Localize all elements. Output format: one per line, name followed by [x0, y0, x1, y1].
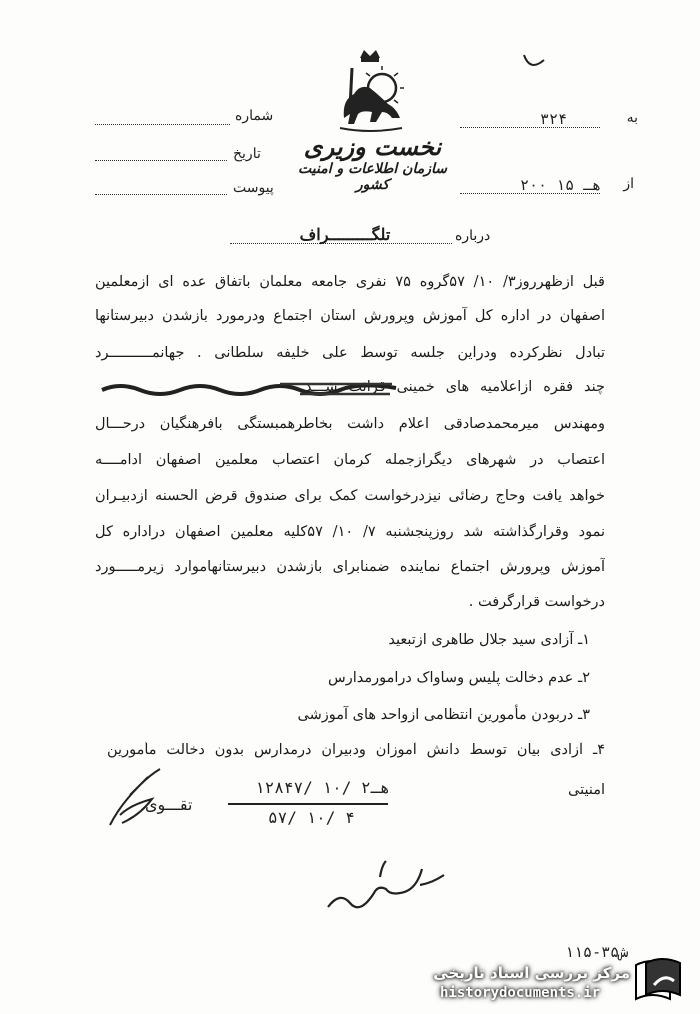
handwritten-initial-icon: [320, 855, 450, 915]
list-item: ۳ـ دربودن مأمورین انتظامی ازواحد های آموزشی: [297, 707, 590, 723]
attachment-dotted-line: [95, 194, 227, 195]
from-value: ۲۰۰ هـ ۱۵: [520, 176, 602, 194]
date-label: تاریخ: [233, 146, 261, 162]
signatory-name: تقـــوی: [145, 795, 193, 814]
list-item: ۴ـ آزادی بیان توسط دانش آموزان ودبیران درمدارس بدون دخالت مأمورین: [107, 742, 605, 758]
to-value: ۳۲۴: [540, 110, 568, 128]
site-url: historydocuments.ir: [440, 985, 601, 1001]
body-line: قبل ازظهرروز۳/ ۱۰/ ۵۷گروه ۷۵ نفری جامعه معلمان باتفاق عده ای ازمعلمین: [95, 274, 605, 290]
list-item: ۱ـ آزادی سید جلال طاهری ازتبعید: [388, 632, 590, 648]
body-line: اصفهان در اداره کل آموزش وپرورش استان اجتماع ودرمورد بازشدن دبیرستانها: [95, 308, 605, 324]
body-line: نمود وقرارگذاشته شد روزپنجشنبه ۷/ ۱۰/ ۵۷کلیه معلمین اصفهان دراداره کل: [95, 524, 605, 540]
body-line: تبادل نظرکرده ودراین جلسه توسط علی خلیفه سلطانی . جهانمــــــــــرد: [95, 345, 605, 361]
to-dotted-line: [460, 127, 600, 128]
body-line: چند فقره ازاعلامیه های خمینی قرائت شـــد: [305, 379, 605, 395]
to-label: به: [626, 110, 638, 126]
from-label: از: [623, 176, 634, 192]
body-line: اعتصاب در شهرهای دیگرازجمله کرمان اعتصاب معلمین اصفهان ادامــــه: [95, 452, 605, 468]
list-item: ۲ـ عدم دخالت پلیس وساواک درامورمدارس: [328, 670, 590, 686]
body-line: آموزش وپرورش اجتماع نماینده ضمنابرای بازشدن دبیرستانهاموارد زیرمـــــورد: [95, 559, 605, 575]
organization-name: [285, 132, 460, 193]
subject-value: تلگـــــــــراف: [299, 225, 391, 244]
org-line-1: نخست وزیری: [303, 132, 442, 161]
list-item: امنیتی: [567, 782, 605, 798]
date-dotted-line: [95, 160, 227, 161]
body-line: درخواست قرارگرفت .: [468, 594, 605, 610]
corner-mark-icon: [520, 50, 550, 75]
org-line-2: سازمان اطلاعات و امنیت کشور: [298, 161, 447, 193]
page-code: ۱۱۵-۳۵ش: [565, 943, 629, 961]
lion-and-sun-emblem-icon: [330, 48, 410, 133]
reference-date: ۵۷/ ۱۰/ ۴: [268, 808, 355, 827]
number-label: شماره: [235, 108, 274, 124]
body-line: خواهد یافت وحاج رضائی نیزدرخواست کمک برای صندوق قرض الحسنه ازدبیـران: [95, 488, 605, 504]
attachment-label: پیوست: [233, 180, 274, 196]
reference-number: ۱۲۸۴۷/ ۱۰/ ۲هـ: [255, 778, 390, 797]
redaction-scribble: [100, 378, 400, 400]
number-dotted-line: [95, 124, 230, 125]
history-documents-logo-icon: [630, 955, 688, 1005]
body-line: ومهندس میرمحمدصادقی اعلام داشت بخاطرهمبستگی بافرهنگیان درحـــال: [95, 416, 605, 432]
site-name: مرکز بررسی اسناد تاریخی: [433, 964, 630, 982]
signature-divider: [228, 803, 388, 805]
subject-label: درباره: [455, 228, 491, 244]
